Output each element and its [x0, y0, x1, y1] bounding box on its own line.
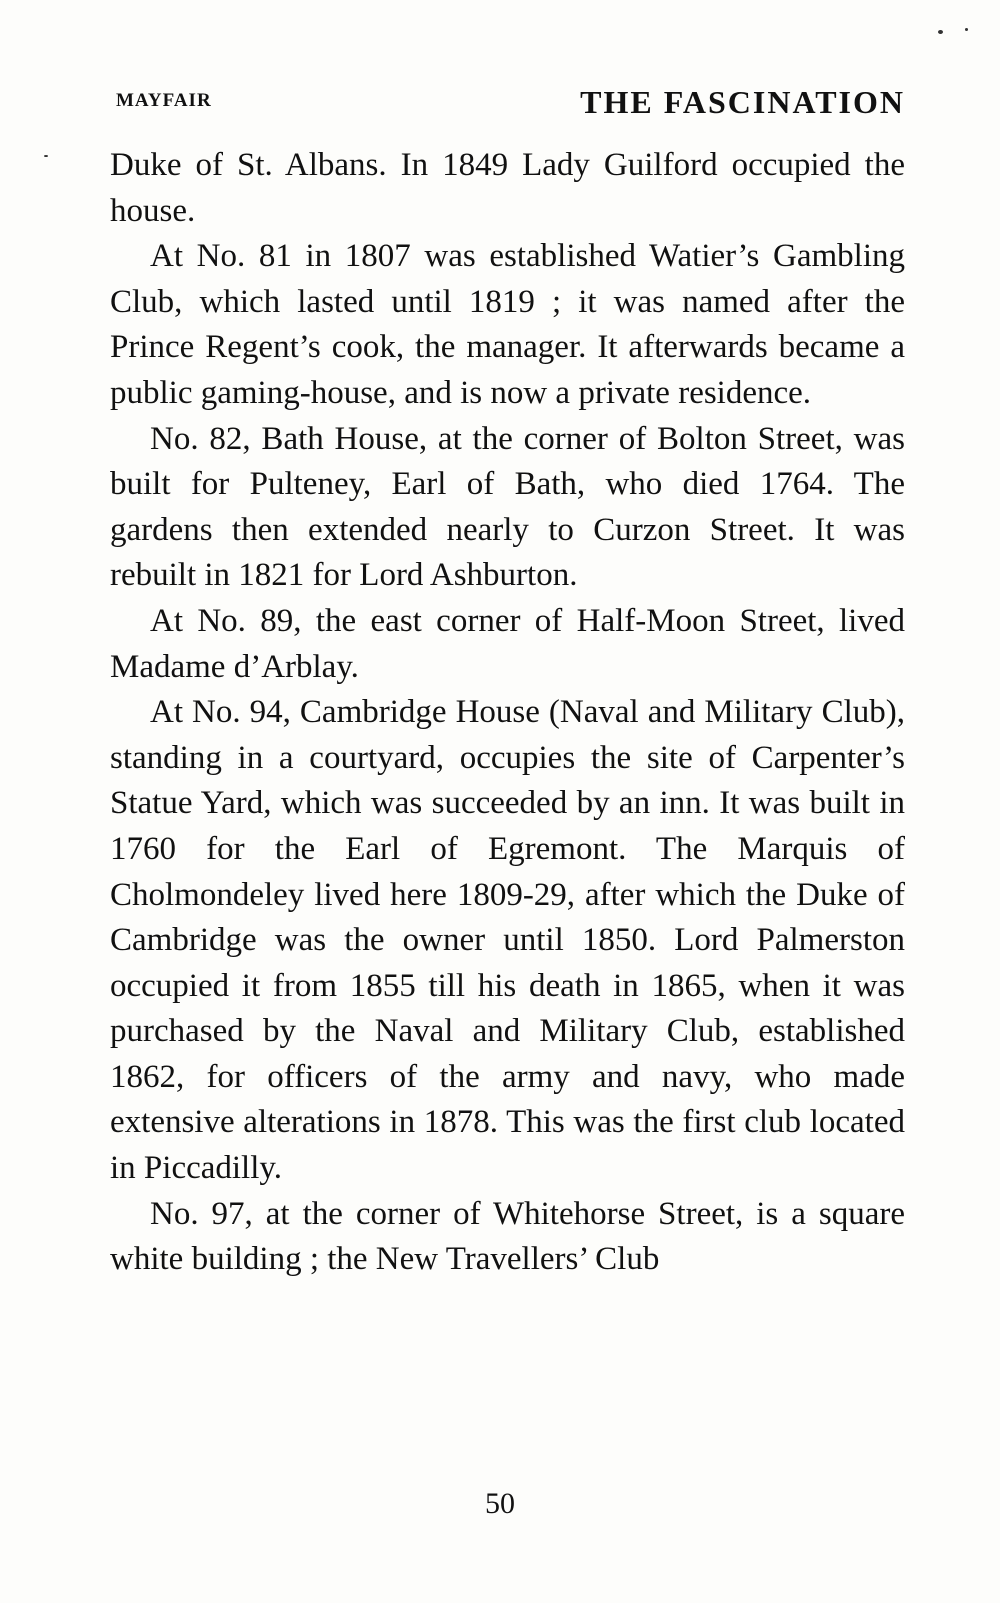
paragraph: No. 82, Bath House, at the corner of Bolton Street, was built for Pulteney, Earl of Bath, who died 1764. The gardens then extended nearly to Curzon Street. It was rebuilt in 1821 for Lord Ashburton.	[110, 420, 905, 594]
scan-speck	[965, 28, 968, 31]
scan-speck	[938, 30, 943, 34]
scan-speck	[44, 155, 48, 157]
paragraph: Duke of St. Albans. In 1849 Lady Guilford occupied the house.	[110, 147, 905, 229]
running-head	[110, 84, 905, 124]
paragraph: At No. 94, Cambridge House (Naval and Military Club), standing in a courtyard, occupies the site of Carpenter’s Statue Yard, which was succeeded by an inn. It was built in 1760 for the Earl of Egremont. The Marquis of Cholmondeley lived here 1809-29, after which the Duke of Cambridge was the owner until 1850. Lord Palmerston occupied it from 1855 till his death in 1865, when it was purchased by the Naval and Military Club, established 1862, for officers of the army and navy, who made extensive alterations in 1878. This was the first club located in Piccadilly.	[110, 694, 905, 1187]
chapter-title: THE FASCINATION	[580, 84, 905, 120]
section-label: MAYFAIR	[116, 90, 212, 111]
paragraph: At No. 81 in 1807 was established Watier’s Gambling Club, which lasted until 1819 ; it was named after the Prince Regent’s cook, the manager. It afterwards became a public gaming-house, and is now a private residence.	[110, 238, 905, 411]
paragraph: No. 97, at the corner of Whitehorse Street, is a square white building ; the New Travellers’ Club	[110, 1195, 905, 1278]
body-text	[110, 143, 905, 1283]
page-number: 50	[485, 1487, 515, 1520]
paragraph: At No. 89, the east corner of Half-Moon Street, lived Madame d’Arblay.	[110, 602, 905, 685]
